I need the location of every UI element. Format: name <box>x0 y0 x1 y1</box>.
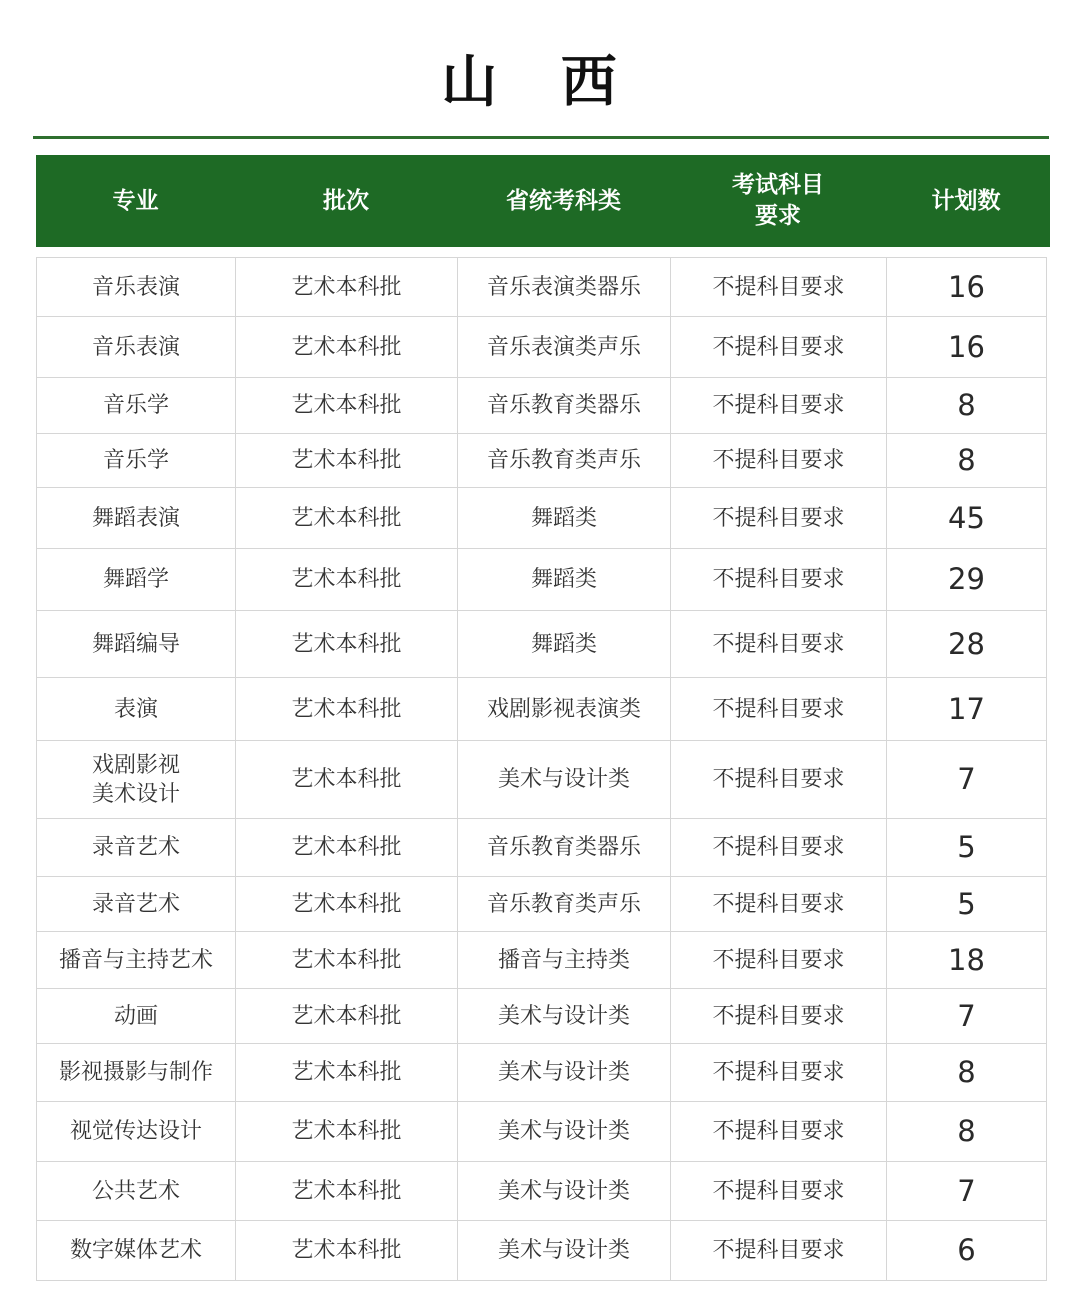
cell-exam-category: 美术与设计类 <box>458 1162 671 1221</box>
cell-exam-category: 美术与设计类 <box>458 989 671 1044</box>
cell-exam-category: 舞蹈类 <box>458 611 671 678</box>
table-row <box>37 378 1047 434</box>
cell-batch: 艺术本科批 <box>236 317 458 378</box>
cell-batch: 艺术本科批 <box>236 1044 458 1102</box>
cell-major: 录音艺术 <box>37 819 236 877</box>
cell-exam-category: 戏剧影视表演类 <box>458 678 671 741</box>
cell-subject-requirement: 不提科目要求 <box>671 989 887 1044</box>
cell-exam-category: 美术与设计类 <box>458 1221 671 1281</box>
cell-batch: 艺术本科批 <box>236 434 458 488</box>
cell-plan-count: 16 <box>887 258 1047 317</box>
header-plan-count: 计划数 <box>931 187 1001 214</box>
cell-plan-count: 29 <box>887 549 1047 611</box>
cell-major: 音乐表演 <box>37 317 236 378</box>
cell-exam-category: 音乐教育类器乐 <box>458 819 671 877</box>
cell-major: 表演 <box>37 678 236 741</box>
cell-batch: 艺术本科批 <box>236 877 458 932</box>
cell-plan-count: 6 <box>887 1221 1047 1281</box>
cell-batch: 艺术本科批 <box>236 678 458 741</box>
cell-plan-count: 45 <box>887 488 1047 549</box>
cell-subject-requirement: 不提科目要求 <box>671 549 887 611</box>
cell-subject-requirement: 不提科目要求 <box>671 932 887 989</box>
table-row <box>37 1162 1047 1221</box>
cell-plan-count: 16 <box>887 317 1047 378</box>
cell-subject-requirement: 不提科目要求 <box>671 741 887 819</box>
table-row <box>37 488 1047 549</box>
enrollment-table <box>36 257 1047 1281</box>
header-subject-requirement: 考试科目 要求 <box>732 172 824 229</box>
cell-major: 录音艺术 <box>37 877 236 932</box>
cell-subject-requirement: 不提科目要求 <box>671 1102 887 1162</box>
cell-batch: 艺术本科批 <box>236 989 458 1044</box>
table-row <box>37 877 1047 932</box>
cell-subject-requirement: 不提科目要求 <box>671 434 887 488</box>
cell-plan-count: 18 <box>887 932 1047 989</box>
cell-plan-count: 5 <box>887 819 1047 877</box>
table-row <box>37 1102 1047 1162</box>
table-row <box>37 678 1047 741</box>
header-exam-category: 省统考科类 <box>506 187 621 214</box>
cell-major: 舞蹈学 <box>37 549 236 611</box>
cell-exam-category: 音乐教育类声乐 <box>458 434 671 488</box>
cell-batch: 艺术本科批 <box>236 932 458 989</box>
cell-batch: 艺术本科批 <box>236 549 458 611</box>
table-row <box>37 317 1047 378</box>
cell-major: 音乐学 <box>37 434 236 488</box>
cell-plan-count: 7 <box>887 989 1047 1044</box>
cell-major: 音乐表演 <box>37 258 236 317</box>
cell-exam-category: 美术与设计类 <box>458 1102 671 1162</box>
table-row <box>37 1044 1047 1102</box>
table-row <box>37 989 1047 1044</box>
cell-subject-requirement: 不提科目要求 <box>671 1044 887 1102</box>
cell-major: 数字媒体艺术 <box>37 1221 236 1281</box>
cell-exam-category: 音乐表演类声乐 <box>458 317 671 378</box>
cell-subject-requirement: 不提科目要求 <box>671 1162 887 1221</box>
cell-subject-requirement: 不提科目要求 <box>671 317 887 378</box>
table-body <box>37 258 1047 1281</box>
cell-batch: 艺术本科批 <box>236 741 458 819</box>
cell-plan-count: 8 <box>887 434 1047 488</box>
cell-subject-requirement: 不提科目要求 <box>671 488 887 549</box>
table-row <box>37 932 1047 989</box>
table-row <box>37 549 1047 611</box>
cell-batch: 艺术本科批 <box>236 488 458 549</box>
cell-subject-requirement: 不提科目要求 <box>671 678 887 741</box>
cell-plan-count: 8 <box>887 1102 1047 1162</box>
header-major: 专业 <box>112 187 159 214</box>
cell-major: 视觉传达设计 <box>37 1102 236 1162</box>
cell-plan-count: 28 <box>887 611 1047 678</box>
page-title: 山 西 <box>441 49 639 115</box>
cell-exam-category: 音乐表演类器乐 <box>458 258 671 317</box>
cell-subject-requirement: 不提科目要求 <box>671 611 887 678</box>
cell-batch: 艺术本科批 <box>236 378 458 434</box>
table-row <box>37 1221 1047 1281</box>
table-row <box>37 611 1047 678</box>
cell-batch: 艺术本科批 <box>236 1221 458 1281</box>
table-header <box>36 155 1050 247</box>
cell-major: 舞蹈表演 <box>37 488 236 549</box>
table-row <box>37 258 1047 317</box>
cell-subject-requirement: 不提科目要求 <box>671 819 887 877</box>
cell-batch: 艺术本科批 <box>236 819 458 877</box>
cell-subject-requirement: 不提科目要求 <box>671 1221 887 1281</box>
cell-plan-count: 17 <box>887 678 1047 741</box>
cell-plan-count: 8 <box>887 378 1047 434</box>
cell-batch: 艺术本科批 <box>236 258 458 317</box>
cell-major: 播音与主持艺术 <box>37 932 236 989</box>
header-batch: 批次 <box>323 187 369 214</box>
cell-subject-requirement: 不提科目要求 <box>671 258 887 317</box>
cell-exam-category: 舞蹈类 <box>458 488 671 549</box>
cell-subject-requirement: 不提科目要求 <box>671 378 887 434</box>
cell-plan-count: 5 <box>887 877 1047 932</box>
cell-batch: 艺术本科批 <box>236 1162 458 1221</box>
cell-batch: 艺术本科批 <box>236 611 458 678</box>
cell-exam-category: 美术与设计类 <box>458 1044 671 1102</box>
cell-major: 舞蹈编导 <box>37 611 236 678</box>
cell-major: 音乐学 <box>37 378 236 434</box>
cell-major: 影视摄影与制作 <box>37 1044 236 1102</box>
cell-exam-category: 音乐教育类器乐 <box>458 378 671 434</box>
cell-plan-count: 8 <box>887 1044 1047 1102</box>
cell-exam-category: 美术与设计类 <box>458 741 671 819</box>
cell-subject-requirement: 不提科目要求 <box>671 877 887 932</box>
title-divider <box>33 136 1049 139</box>
cell-major: 戏剧影视 美术设计 <box>37 741 236 819</box>
cell-plan-count: 7 <box>887 741 1047 819</box>
cell-major: 动画 <box>37 989 236 1044</box>
table-row <box>37 741 1047 819</box>
cell-plan-count: 7 <box>887 1162 1047 1221</box>
table-row <box>37 819 1047 877</box>
cell-exam-category: 音乐教育类声乐 <box>458 877 671 932</box>
table-row <box>37 434 1047 488</box>
cell-major: 公共艺术 <box>37 1162 236 1221</box>
cell-batch: 艺术本科批 <box>236 1102 458 1162</box>
cell-exam-category: 舞蹈类 <box>458 549 671 611</box>
cell-exam-category: 播音与主持类 <box>458 932 671 989</box>
